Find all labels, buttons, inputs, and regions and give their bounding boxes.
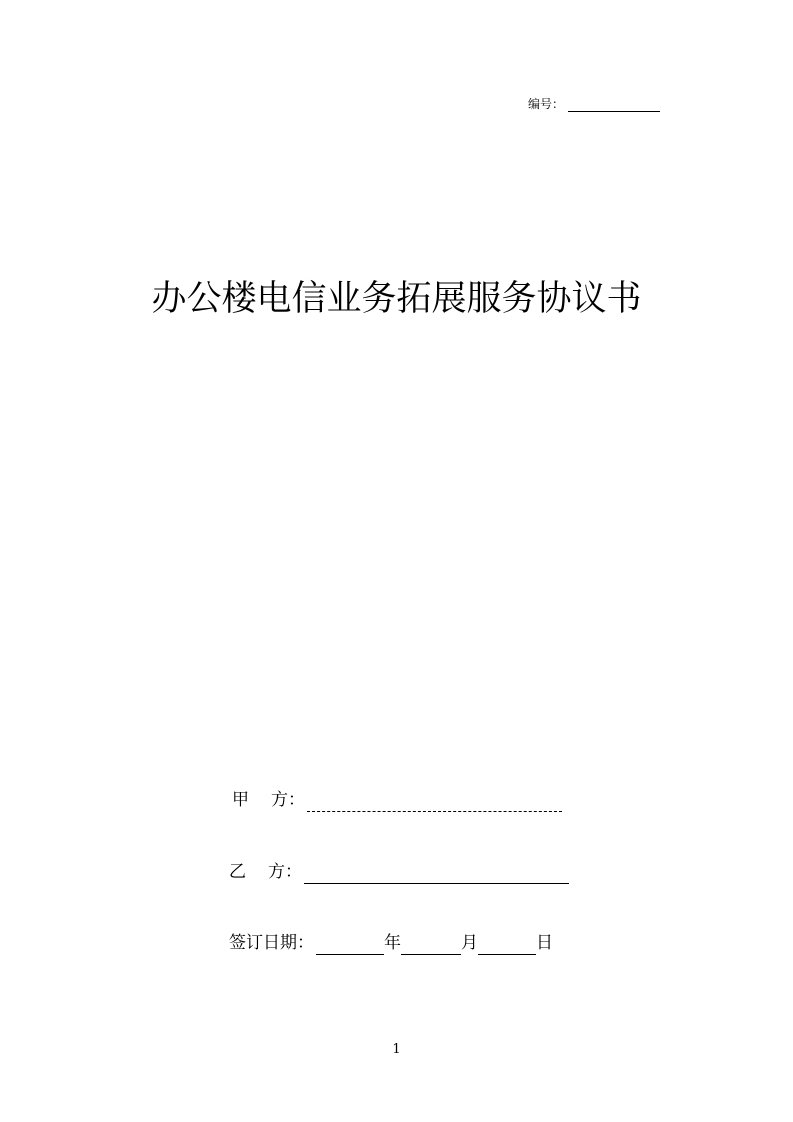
party-a-blank [307,791,562,812]
sign-date-label: 签订日期： [229,933,314,953]
serial-number-line [528,96,660,112]
sign-date-day-unit: 日 [536,933,553,953]
sign-date-year-blank [316,934,384,955]
party-a-label-second: 方： [271,790,305,810]
sign-date-month-blank [401,934,461,955]
sign-date-month-unit: 月 [461,933,478,953]
party-a-line [232,788,562,812]
sign-date-year-unit: 年 [384,933,401,953]
serial-number-blank [568,97,660,112]
party-b-label-second: 方： [268,862,302,882]
party-b-line [229,860,569,884]
sign-date-day-blank [478,934,536,955]
party-b-blank [304,863,569,884]
party-b-label-first: 乙 [229,862,246,882]
serial-number-label: 编号： [528,97,565,111]
party-a-label-first: 甲 [232,790,249,810]
sign-date-line [229,931,553,955]
document-title: 办公楼电信业务拓展服务协议书 [151,279,642,319]
page-number: 1 [392,1042,401,1057]
